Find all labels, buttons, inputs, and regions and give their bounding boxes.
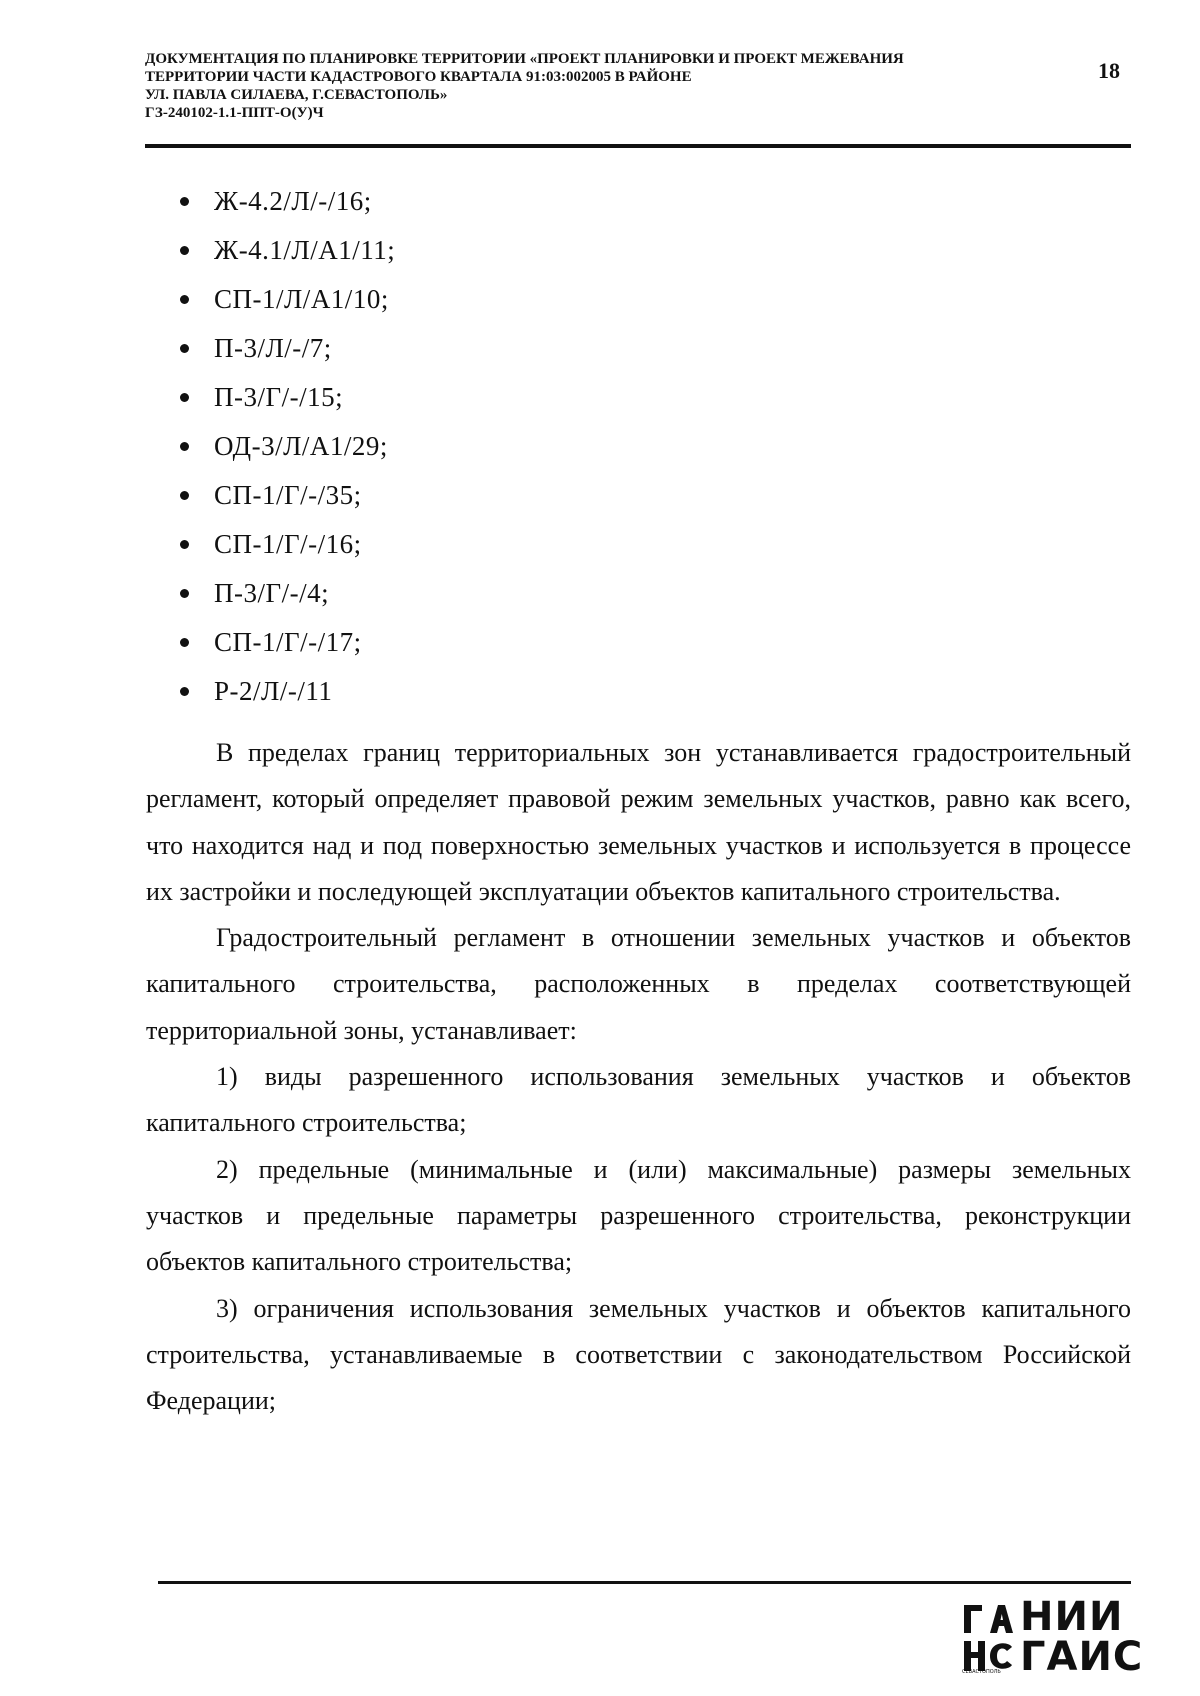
zone-list [180, 177, 395, 716]
zone-code: СП-1/Г/-/17; [214, 627, 362, 657]
zone-list-item [180, 373, 395, 422]
zone-code: СП-1/Г/-/35; [214, 480, 362, 510]
zone-code: П-3/Л/-/7; [214, 333, 332, 363]
bullet-icon [180, 393, 189, 402]
zone-code: Ж-4.2/Л/-/16; [214, 186, 372, 216]
company-logo [962, 1594, 1144, 1680]
zone-code: ОД-3/Л/А1/29; [214, 431, 388, 461]
zone-code: СП-1/Г/-/16; [214, 529, 362, 559]
bullet-icon [180, 344, 189, 353]
zone-code: П-3/Г/-/4; [214, 578, 330, 608]
body-text [146, 730, 1131, 1424]
zone-code: Ж-4.1/Л/А1/11; [214, 235, 396, 265]
zone-list-item [180, 471, 395, 520]
zone-list-item [180, 275, 395, 324]
header-line: ТЕРРИТОРИИ ЧАСТИ КАДАСТРОВОГО КВАРТАЛА 91:03:002005 В РАЙОНЕ [145, 69, 692, 85]
zone-list-item [180, 618, 395, 667]
bullet-icon [180, 687, 189, 696]
logo-text-line: НИИ [1020, 1594, 1124, 1640]
zone-list-item [180, 324, 395, 373]
zone-list-item [180, 569, 395, 618]
bullet-icon [180, 540, 189, 549]
bullet-icon [180, 491, 189, 500]
header-divider [145, 144, 1131, 148]
document-header [145, 50, 1045, 122]
paragraph: Градостроительный регламент в отношении земельных участков и объектов капитального строительства, расположенных в пределах соответствующей территориальной зоны, устанавливает: [146, 923, 1131, 1045]
paragraph: В пределах границ территориальных зон устанавливается градостроительный регламент, который определяет правовой режим земельных участков, равно как всего, что находится над и под поверхностью земельных участков и используется в процессе их застройки и последующей эксплуатации объектов капитального строительства. [146, 738, 1131, 906]
bullet-icon [180, 638, 189, 647]
document-code: ГЗ-240102-1.1-ППТ-О(У)Ч [145, 105, 324, 121]
paragraph: 3) ограничения использования земельных участков и объектов капитального строительства, устанавливаемые в соответствии с законодательством Российской Федерации; [146, 1293, 1131, 1416]
page-number: 18 [1098, 58, 1120, 83]
paragraph: 2) предельные (минимальные и (или) максимальные) размеры земельных участков и предельные параметры разрешенного строительства, реконструкции объектов капитального строительства; [146, 1154, 1131, 1277]
zone-code: Р-2/Л/-/11 [214, 676, 333, 706]
zone-list-item [180, 667, 395, 716]
zone-list-item [180, 177, 395, 226]
logo-mark-icon [962, 1601, 1014, 1679]
logo-text-line: ГАИС [1020, 1634, 1144, 1680]
logo-caption: СЕВАСТОПОЛЬ [962, 1669, 1001, 1675]
zone-code: СП-1/Л/А1/10; [214, 284, 389, 314]
zone-list-item [180, 520, 395, 569]
header-line: ДОКУМЕНТАЦИЯ ПО ПЛАНИРОВКЕ ТЕРРИТОРИИ «ПРОЕКТ ПЛАНИРОВКИ И ПРОЕКТ МЕЖЕВАНИЯ [145, 51, 904, 67]
bullet-icon [180, 442, 189, 451]
zone-list-item [180, 226, 395, 275]
zone-code: П-3/Г/-/15; [214, 382, 344, 412]
footer-divider [158, 1581, 1131, 1584]
bullet-icon [180, 246, 189, 255]
bullet-icon [180, 197, 189, 206]
header-line: УЛ. ПАВЛА СИЛАЕВА, Г.СЕВАСТОПОЛЬ» [145, 87, 448, 103]
bullet-icon [180, 589, 189, 598]
logo-wordmark [1020, 1594, 1144, 1680]
paragraph: 1) виды разрешенного использования земельных участков и объектов капитального строительства; [146, 1062, 1131, 1138]
zone-list-item [180, 422, 395, 471]
bullet-icon [180, 295, 189, 304]
